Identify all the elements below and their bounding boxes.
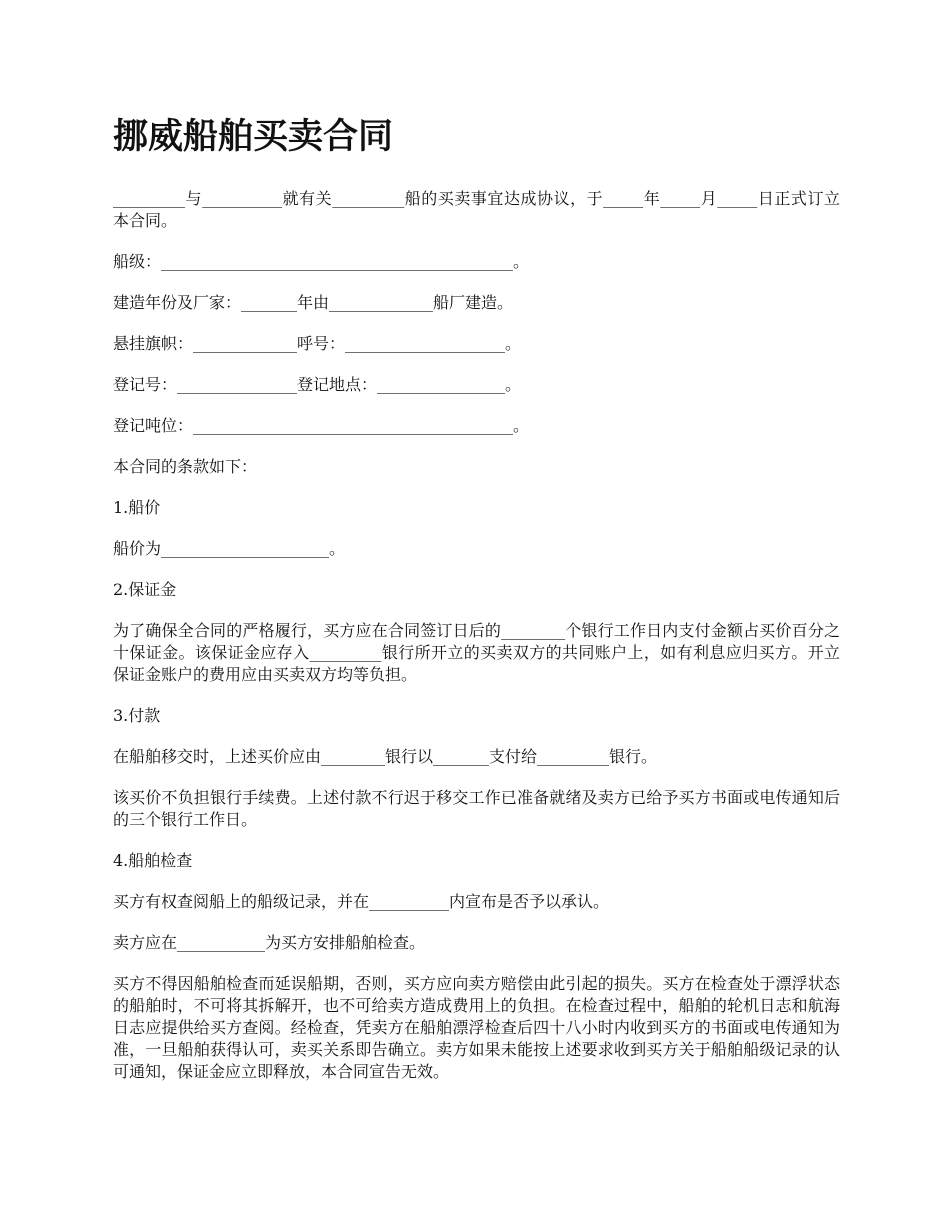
section-heading-deposit: 2.保证金 [113, 580, 177, 599]
flag-callsign-field: 悬挂旗帜：_____________呼号：____________________。 [113, 334, 522, 353]
inspection-arrange-paragraph: 卖方应在___________为买方安排船舶检查。 [113, 933, 426, 952]
terms-intro: 本合同的条款如下： [113, 457, 258, 476]
section-heading-price: 1.船价 [113, 498, 161, 517]
registration-field: 登记号：_______________登记地点：________________。 [113, 375, 522, 394]
build-year-field: 建造年份及厂家：_______年由_____________船厂建造。 [113, 293, 514, 312]
ship-class-field: 船级：____________________________________________。 [113, 252, 530, 271]
payment-terms-paragraph: 该买价不负担银行手续费。上述付款不行迟于移交工作已准备就绪及卖方已给予买方书面或电传通知后的三个银行工作日。 [113, 788, 840, 829]
inspection-records-paragraph: 买方有权查阅船上的船级记录，并在__________内宣布是否予以承认。 [113, 892, 610, 911]
document-page [113, 112, 840, 1102]
document-title: 挪威船舶买卖合同 [113, 116, 394, 157]
section-heading-inspection: 4.船舶检查 [113, 851, 193, 870]
inspection-terms-paragraph: 买方不得因船舶检查而延误船期，否则，买方应向卖方赔偿由此引起的损失。买方在检查处于漂浮状态的船舶时，不可将其拆解开，也不可给卖方造成费用上的负担。在检查过程中，船舶的轮机日志和航海日志应提供给买方查阅。经检查，凭卖方在船舶漂浮检查后四十八小时内收到买方的书面或电传通知为准，一旦船舶获得认可，卖买关系即告确立。卖方如果未能按上述要求收到买方关于船舶船级记录的认可通知，保证金应立即释放，本合同宣告无效。 [113, 974, 840, 1081]
payment-paragraph: 在船舶移交时，上述买价应由________银行以_______支付给_________银行。 [113, 747, 658, 766]
intro-paragraph: _________与__________就有关_________船的买卖事宜达成协议，于_____年_____月_____日正式订立本合同。 [113, 189, 840, 230]
registered-tonnage-field: 登记吨位：________________________________________。 [113, 416, 530, 435]
deposit-paragraph: 为了确保全合同的严格履行，买方应在合同签订日后的________个银行工作日内支付金额占买价百分之十保证金。该保证金应存入_________银行所开立的买卖双方的共同账户上，如有利息应归买方。开立保证金账户的费用应由买卖双方均等负担。 [113, 621, 840, 684]
price-paragraph: 船价为_____________________。 [113, 539, 346, 558]
section-heading-payment: 3.付款 [113, 706, 161, 725]
